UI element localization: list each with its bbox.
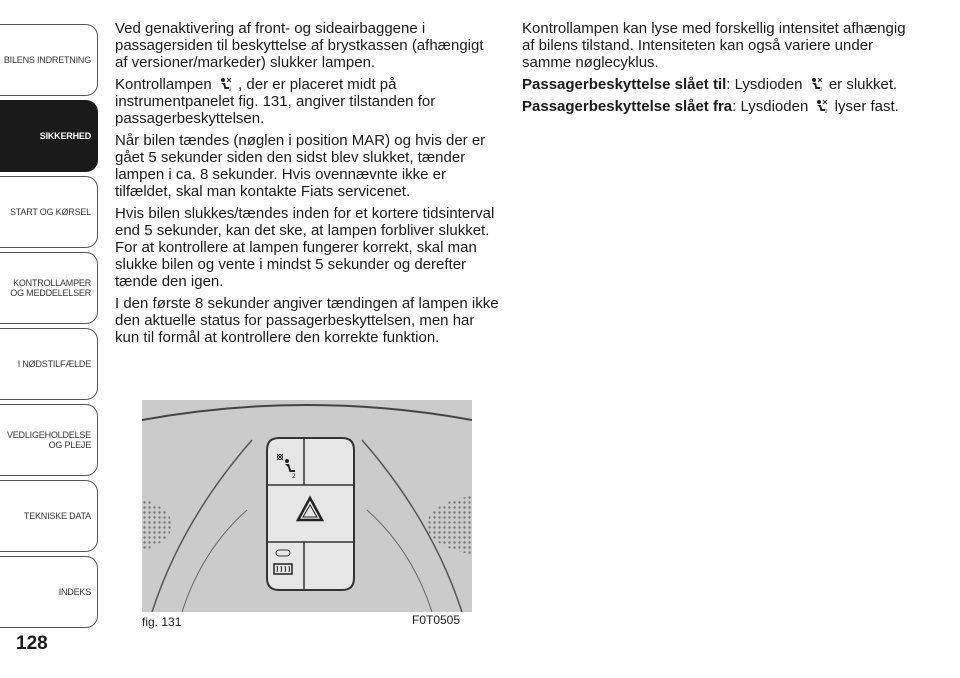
paragraph-text: : Lysdioden [726,76,803,93]
svg-text:2: 2 [819,87,823,91]
left-column [115,20,500,351]
tab-label-line1: KONTROLLAMPER [13,277,91,288]
tab-bilens-indretning[interactable] [0,24,98,96]
right-column [522,20,912,120]
paragraph: Hvis bilen slukkes/tændes inden for et kortere tidsinterval end 5 sekunder, kan det ske, at lampen forbliver slukket. For at kontrollere at lampen fungerer korrekt, skal man slukke bilen og vente i mindst 5 sekunder og derefter tænde den igen. [115,205,495,290]
paragraph [522,76,912,93]
tab-label [10,278,91,299]
paragraph-text: lyser fast. [834,98,899,115]
chapter-tabs [0,0,100,630]
term-bold: Passagerbeskyttelse slået til [522,76,727,93]
paragraph-text: Kontrollampen [115,76,212,93]
svg-text:2: 2 [228,87,232,91]
passenger-airbag-off-icon [814,99,828,113]
tab-i-nodstilfaelde[interactable] [0,328,98,400]
tab-sikkerhed[interactable] [0,100,98,172]
tab-tekniske-data[interactable] [0,480,98,552]
tab-indeks[interactable] [0,556,98,628]
paragraph: I den første 8 sekunder angiver tændingen af lampen ikke den aktuelle status for passagerbeskyttelsen, men har kun til formål at kontrollere den korrekte funktion. [115,295,499,346]
tab-label-line2: OG PLEJE [48,440,91,450]
passenger-airbag-off-icon [218,77,232,91]
paragraph: Kontrollampen kan lyse med forskellig intensitet afhængig af bilens tilstand. Intensiteten kan også variere under samme nøglecyklus. [522,20,906,71]
tab-vedligeholdelse[interactable] [0,404,98,476]
term-bold: Passagerbeskyttelse slået fra [522,98,733,115]
paragraph-text: : Lysdioden [732,98,809,115]
tab-label: TEKNISKE DATA [23,510,91,521]
tab-label: START OG KØRSEL [9,206,91,217]
tab-label: I NØDSTILFÆLDE [17,358,91,369]
tab-start-og-korsel[interactable] [0,176,98,248]
tab-label [7,430,91,451]
passenger-airbag-off-icon [809,77,823,91]
tab-label-line1: VEDLIGEHOLDELSE [6,429,91,440]
page-number: 128 [16,633,48,654]
paragraph: Ved genaktivering af front- og sideairbaggene i passagersiden til beskyttelse af brystkassen (afhængigt af versioner/markeder) slukker lampen. [115,20,484,71]
instrument-panel-figure [142,400,472,612]
figure-caption: fig. 131 [142,615,182,629]
paragraph: Når bilen tændes (nøglen i position MAR) og hvis der er gået 5 sekunder siden den sidst blev slukket, tænder lampen i ca. 8 sekunder. Hvis ovennævnte ikke er tilfældet, skal man kontakte Fiats servicenet. [115,132,486,200]
tab-label: SIKKERHED [39,130,91,141]
tab-kontrollamper[interactable] [0,252,98,324]
paragraph-text: er slukket. [828,76,898,93]
svg-text:2: 2 [825,109,829,113]
instrument-panel-illustration [142,400,472,612]
tab-label: INDEKS [58,586,91,597]
button-cluster [267,438,354,590]
paragraph [522,98,912,115]
figure-code: F0T0505 [412,613,461,627]
tab-label-line2: OG MEDDELELSER [10,288,91,298]
paragraph [115,76,500,127]
tab-label: BILENS INDRETNING [3,54,91,65]
svg-text:2: 2 [292,473,296,480]
paragraph-text: , der er placeret midt på instrumentpanelet fig. 131, angiver tilstanden for passagerbeskyttelsen. [115,76,436,127]
